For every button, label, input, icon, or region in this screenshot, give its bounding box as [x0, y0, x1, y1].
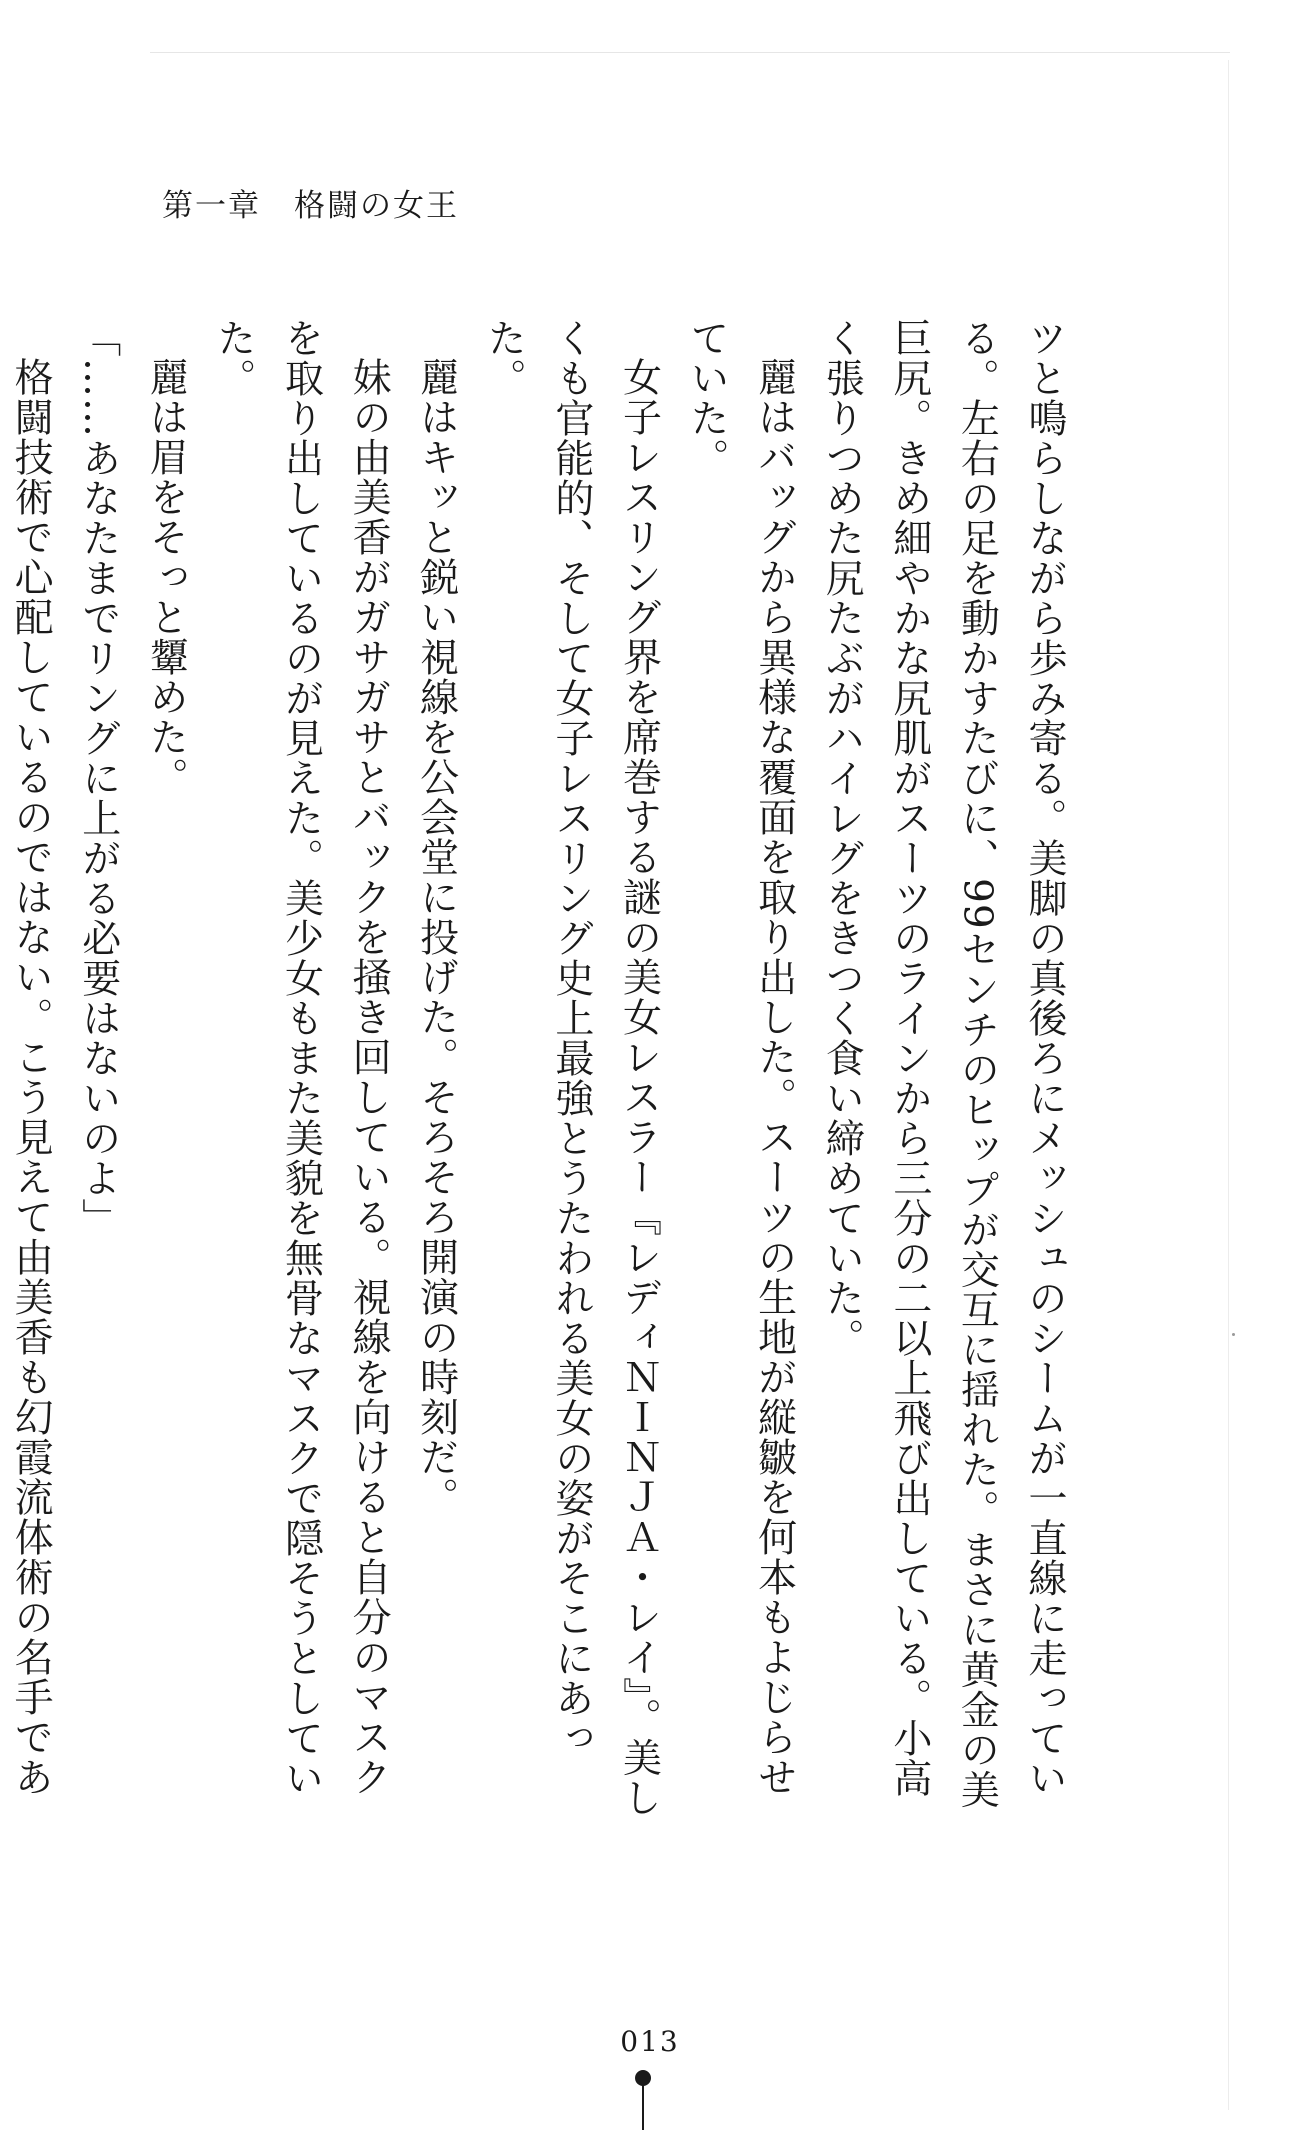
scan-speck	[1232, 1333, 1235, 1336]
paragraph: 「……あなたまでリングに上がる必要はないのよ」	[75, 318, 121, 1238]
running-head: 第一章 格闘の女王	[162, 188, 459, 224]
paragraph: 麗はキッと鋭い視線を公会堂に投げた。そろそろ開演の時刻だ。	[413, 357, 459, 1517]
paragraph: 麗はバッグから異様な覆面を取り出した。スーツの生地が縦皺を何本もよじらせていた。	[684, 318, 797, 1797]
folio-stem	[642, 2084, 644, 2130]
paragraph: 女子レスリング界を席巻する謎の美女レスラー『レディＮＩＮＪＡ・レイ』。美しくも官能的、そして女子レスリング史上最強とうたわれる美女の姿がそこにあった。	[481, 318, 662, 1818]
scan-edge-top	[150, 52, 1230, 53]
body-text	[0, 318, 1078, 1818]
folio-ornament	[635, 2070, 651, 2130]
paragraph: 麗は眉をそっと顰めた。	[143, 357, 189, 797]
paragraph: 妹の由美香がガサガサとバックを掻き回している。視線を向けると自分のマスクを取り出しているのが見えた。美少女もまた美貌を無骨なマスクで隠そうとしていた。	[210, 318, 392, 1798]
paragraph: ツと鳴らしながら歩み寄る。美脚の真後ろにメッシュのシームが一直線に走っている。左右の足を動かすたびに、99センチのヒップが交互に揺れた。まさに黄金の美巨尻。きめ細やかな尻肌がスーツのラインから三分の二以上飛び出している。小高く張りつめた尻たぶがハイレグをきつく食い締めていた。	[819, 318, 1067, 1810]
scan-edge-right	[1228, 60, 1229, 2110]
page-number: 013	[620, 2025, 680, 2058]
paragraph: 格闘技術で心配しているのではない。こう見えて由美香も幻霞流体術の名手であ	[8, 357, 54, 1797]
